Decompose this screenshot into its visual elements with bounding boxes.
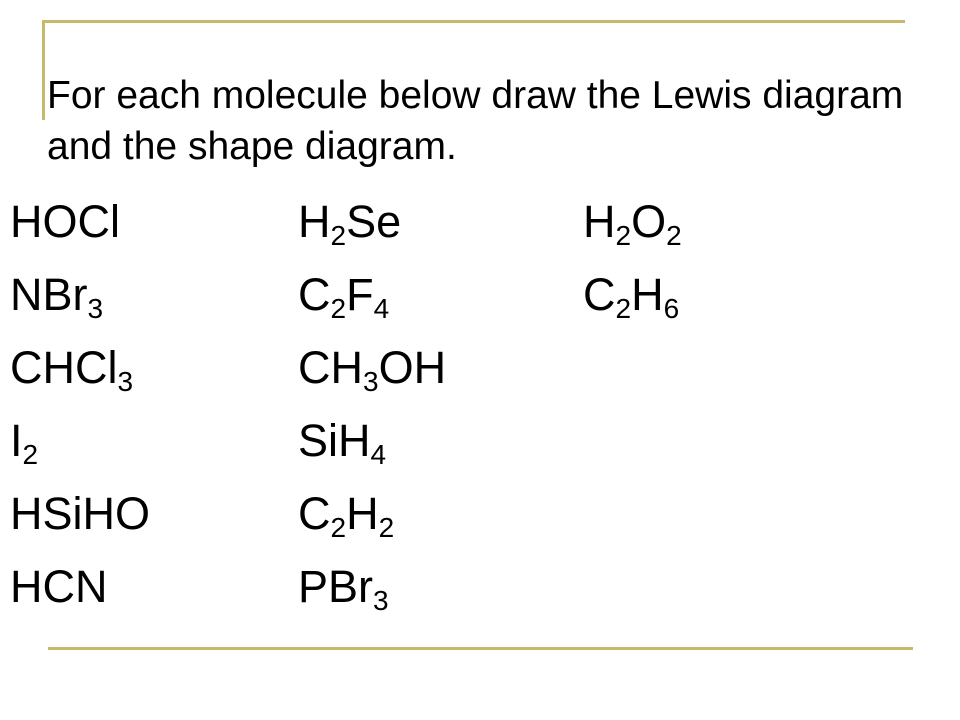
formula-subscript: 3 <box>117 366 134 397</box>
formula-element-symbols: F <box>346 269 374 320</box>
formula-subscript: 3 <box>373 585 389 616</box>
formula-subscript: 2 <box>615 220 632 251</box>
formula-element-symbols: C <box>583 269 616 320</box>
formula-element-symbols: C <box>298 269 331 320</box>
formula-element-symbols: I <box>10 415 23 466</box>
formula-element-symbols: NBr <box>10 269 88 320</box>
formula-subscript: 2 <box>666 220 682 251</box>
formula-subscript: 3 <box>363 366 379 397</box>
formula-subscript: 2 <box>330 512 347 543</box>
molecule-formula <box>583 185 682 258</box>
molecule-formula <box>10 258 103 331</box>
formula-subscript: 3 <box>87 293 104 324</box>
molecule-formula <box>10 404 38 477</box>
formula-subscript: 2 <box>330 220 347 251</box>
formula-element-symbols: SiH <box>298 415 371 466</box>
formula-subscript: 4 <box>373 293 390 324</box>
formula-element-symbols: H <box>631 269 664 320</box>
formula-element-symbols: HSiHO <box>10 488 151 539</box>
molecule-formula <box>298 258 389 331</box>
decorative-top-rule <box>42 20 905 23</box>
molecule-formula <box>298 331 446 404</box>
molecule-formula <box>298 477 394 550</box>
formula-element-symbols: HCN <box>10 561 108 612</box>
decorative-bottom-rule <box>48 647 913 650</box>
molecule-formula <box>10 477 150 550</box>
formula-subscript: 6 <box>663 293 680 324</box>
formula-element-symbols: CH <box>298 342 363 393</box>
formula-subscript: 2 <box>330 293 347 324</box>
molecule-formula <box>298 404 386 477</box>
formula-element-symbols: O <box>631 196 667 247</box>
formula-element-symbols: C <box>298 488 331 539</box>
formula-element-symbols: PBr <box>298 561 374 612</box>
formula-subscript: 2 <box>22 439 39 470</box>
formula-subscript: 2 <box>615 293 632 324</box>
molecule-formula <box>10 185 120 258</box>
formula-element-symbols: H <box>346 488 379 539</box>
molecule-formula <box>10 331 133 404</box>
formula-element-symbols: H <box>583 196 616 247</box>
formula-element-symbols: Se <box>346 196 402 247</box>
instruction-text: For each molecule below draw the Lewis diagram and the shape diagram. <box>47 74 904 168</box>
formula-subscript: 4 <box>370 439 387 470</box>
formula-subscript: 2 <box>378 512 395 543</box>
decorative-left-rule <box>42 20 45 120</box>
formula-element-symbols: CHCl <box>10 342 118 393</box>
formula-element-symbols: H <box>298 196 331 247</box>
molecule-formula <box>298 185 401 258</box>
molecule-formula <box>583 258 679 331</box>
formula-element-symbols: HOCl <box>10 196 120 247</box>
formula-element-symbols: OH <box>378 342 447 393</box>
molecule-formula <box>10 550 108 623</box>
molecule-formula <box>298 550 389 623</box>
